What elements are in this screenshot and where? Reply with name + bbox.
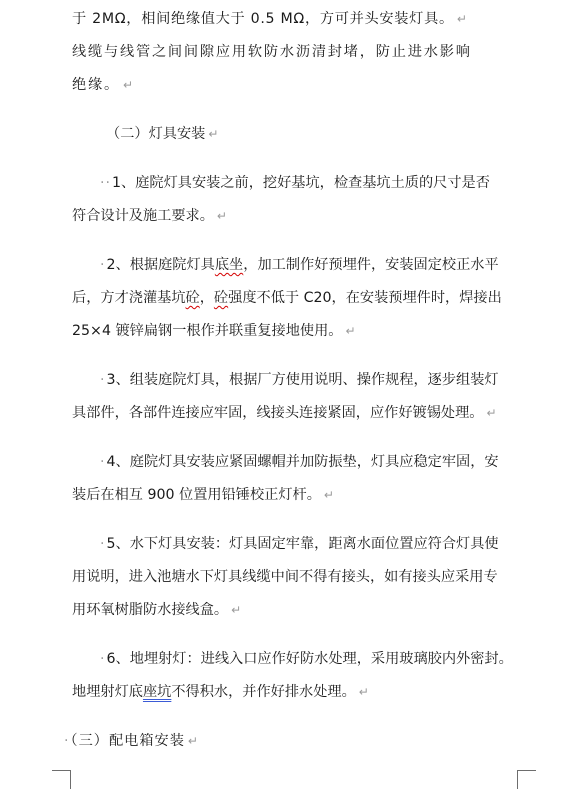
line-text: 1、庭院灯具安装之前，挖好基坑，检查基坑土质的尺寸是否: [112, 175, 490, 191]
grammar-flagged-text[interactable]: 座坑: [142, 684, 172, 700]
body-line: [72, 321, 356, 341]
line-text: 3、组装庭院灯具，根据厂方使用说明、操作规程，逐步组装灯: [106, 372, 499, 388]
line-text: 装后在相互 900 位置用铅锤校正灯杆。: [72, 487, 321, 503]
paragraph-mark-icon: ↵: [216, 209, 227, 223]
paragraph-mark-icon: ↵: [486, 406, 497, 420]
spelling-flagged-text[interactable]: 底坐: [214, 257, 244, 273]
paragraph-mark-icon: ↵: [122, 78, 135, 92]
body-line: [72, 567, 498, 587]
section-heading: [64, 731, 199, 751]
body-line: [100, 452, 499, 472]
line-text: 用环氧树脂防水接线盒。: [72, 602, 229, 618]
line-text: 地埋射灯底: [72, 684, 143, 700]
body-line: [72, 288, 502, 308]
line-text: ，加工制作好预埋件，安装固定校正水平: [243, 257, 499, 273]
crop-mark-bottom-right-icon: [517, 770, 536, 789]
heading-text: （二）灯具安装: [106, 126, 206, 142]
indent-marker-icon: ··: [100, 175, 112, 191]
body-line: [100, 370, 499, 390]
line-text: 绝缘。: [72, 77, 120, 93]
line-text: 于 2MΩ，相间绝缘值大于 0.5 MΩ，方可并头安装灯具。: [72, 11, 454, 27]
paragraph-mark-icon: ↵: [323, 488, 334, 502]
line-text: 强度不低于 C20，在安装预埋件时，焊接出: [228, 290, 502, 306]
paragraph-mark-icon: ↵: [187, 734, 199, 748]
line-text: 25×4 镀锌扁钢一根作并联重复接地使用。: [72, 323, 343, 339]
indent-marker-icon: ·: [100, 454, 106, 470]
body-line: [100, 173, 490, 193]
paragraph-mark-icon: ↵: [358, 685, 369, 699]
body-line: [72, 600, 241, 620]
body-line: [72, 682, 369, 702]
body-line: [72, 9, 468, 29]
body-line: [72, 485, 334, 505]
line-text: 6、地埋射灯：进线入口应作好防水处理，采用玻璃胶内外密封。: [106, 651, 513, 667]
paragraph-mark-icon: ↵: [345, 324, 356, 338]
line-text: 符合设计及施工要求。: [72, 208, 214, 224]
line-text: 不得积水，并作好排水处理。: [171, 684, 356, 700]
paragraph-mark-icon: ↵: [208, 127, 219, 141]
spelling-flagged-text[interactable]: 砼: [213, 290, 229, 306]
line-text: 4、庭院灯具安装应紧固螺帽并加防振垫，灯具应稳定牢固，安: [106, 454, 499, 470]
line-text: 后，方才浇灌基坑: [72, 290, 186, 306]
line-text: 5、水下灯具安装：灯具固定牢靠，距离水面位置应符合灯具使: [106, 536, 499, 552]
line-text: 用说明，进入池塘水下灯具线缆中间不得有接头，如有接头应采用专: [72, 569, 498, 585]
line-text: ，: [199, 290, 214, 306]
body-line: [100, 255, 499, 275]
line-text: 2、根据庭院灯具: [106, 257, 215, 273]
indent-marker-icon: ·: [100, 651, 106, 667]
crop-mark-bottom-left-icon: [52, 770, 71, 789]
section-heading: [106, 124, 218, 144]
heading-text: （三）配电箱安装: [70, 733, 185, 749]
spelling-flagged-text[interactable]: 砼: [185, 290, 200, 306]
paragraph-mark-icon: ↵: [231, 603, 242, 617]
indent-marker-icon: ·: [64, 733, 70, 749]
body-line: [100, 534, 499, 554]
body-line: [100, 649, 513, 669]
body-line: [72, 403, 497, 423]
indent-marker-icon: ·: [100, 536, 106, 552]
paragraph-mark-icon: ↵: [456, 12, 468, 26]
body-line: [72, 206, 227, 226]
body-line: [72, 75, 135, 95]
body-line: [72, 42, 472, 62]
line-text: 线缆与线管之间间隙应用软防水沥清封堵，防止进水影响: [72, 44, 472, 60]
indent-marker-icon: ·: [100, 372, 106, 388]
indent-marker-icon: ·: [100, 257, 106, 273]
line-text: 具部件，各部件连接应牢固，线接头连接紧固，应作好镀锡处理。: [72, 405, 484, 421]
